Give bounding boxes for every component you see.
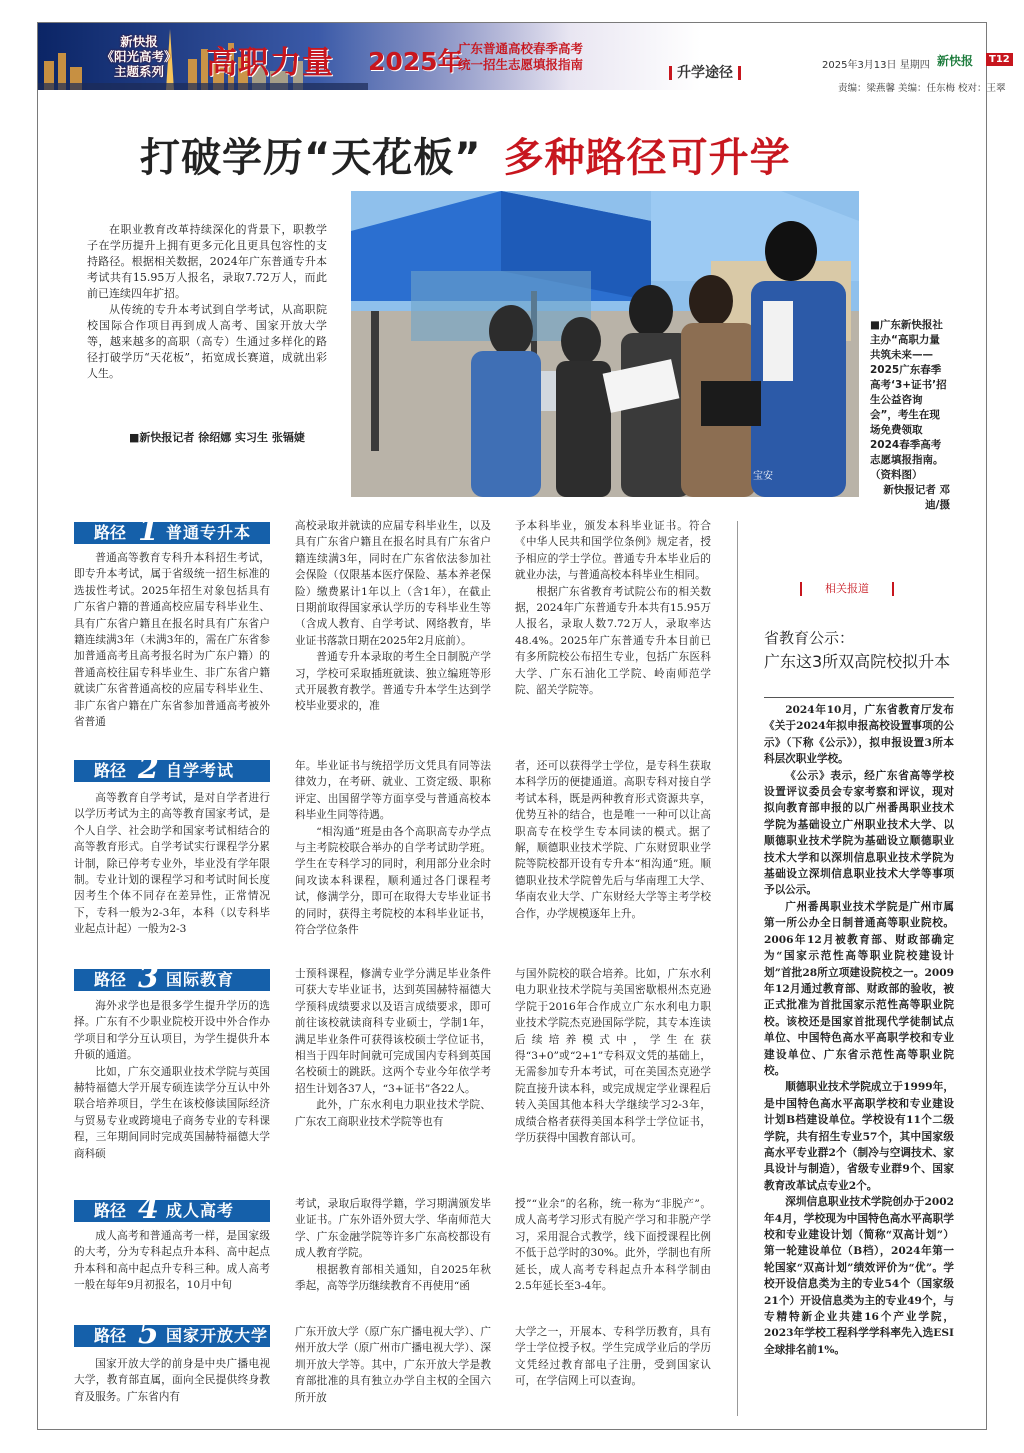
paragraph: 予本科毕业，颁发本科毕业证书。符合《中华人民共和国学位条例》规定者，授予相应的学士学位。普通专升本毕业后的就业办法，与普通高校本科毕业生相同。 <box>515 520 711 582</box>
related-divider <box>764 697 954 698</box>
paragraph: 与国外院校的联合培养。比如，广东水利电力职业技术学院与美国密歇根州杰克逊学院于2016年合作成立广东水利电力职业技术学院杰克逊国际学院，其专本连读后续培养模式中，学生在获得“3+0”或“2+1”专科双文凭的基础上，无需参加专升本考试，可在美国杰克逊学院直接升读本科，或完成规定学业课程后转入美国其他本科大学继续学习2-3年，成绩合格者获得美国本科学士学位证书，学历获得中国教育部认可。 <box>515 968 711 1145</box>
section-label: 路径 <box>94 1201 127 1220</box>
paragraph: 顺德职业技术学院成立于1999年，是中国特色高水平高职学校和专业建设计划B档建设单位。学校设有11个二级学院，共有招生专业57个，其中国家级高水平专业群2个（制冷与空调技术、家具设计与制造），省级专业群9个、国家教育改革试点专业2个。 <box>764 1081 954 1192</box>
series-label <box>84 34 194 79</box>
paragraph: 年。毕业证书与统招学历文凭具有同等法律效力，在考研、就业、工资定级、职称评定、出国留学等方面享受与普通高校本科毕业生同等待遇。 <box>295 760 491 822</box>
section-name: 普通专升本 <box>166 523 252 542</box>
section-1-column-3 <box>515 518 711 755</box>
headline-part-2: 多种路径可升学 <box>503 135 791 181</box>
subtitle-line-2: 统一招生志愿填报指南 <box>458 57 584 72</box>
series-line-3: 主题系列 <box>113 64 164 79</box>
byline: ■新快报记者 徐绍娜 实习生 张镉婕 <box>129 431 305 444</box>
column-tag <box>664 62 746 82</box>
section-2-column-2 <box>295 758 491 950</box>
section-label: 路径 <box>94 1326 127 1345</box>
section-label: 路径 <box>94 970 127 989</box>
section-header-path-4 <box>74 1191 270 1226</box>
section-name: 自学考试 <box>166 761 235 780</box>
section-5-column-2 <box>295 1324 491 1424</box>
paragraph: 国家开放大学的前身是中央广播电视大学，教育部直属，面向全民提供终身教育及服务。广东省内有 <box>74 1358 270 1403</box>
section-number: 4 <box>138 1191 159 1226</box>
headline-part-1: 打破学历“天花板” <box>140 135 482 181</box>
section-name: 成人高考 <box>166 1201 235 1220</box>
paragraph: 根据广东省教育考试院公布的相关数据，2024年广东普通专升本共有15.95万人报名，录取人数7.72万人，录取率达48.4%。2025年广东普通专升本目前已有多所院校公布招生专业，包括广东医科大学、广东石油化工学院、岭南师范学院、韶关学院等。 <box>515 585 711 697</box>
paragraph: 高校录取并就读的应届专科毕业生，以及具有广东省户籍且在报名时具有广东省户籍连续满3年，同时在广东省依法参加社会保险（仅限基本医疗保险、基本养老保险）缴费累计1年以上（含1年），在截止日期前取得国家承认学历的专科毕业生等（含成人教育、自学考试、网络教育，毕业证书落款日期在2025年2月底前）。 <box>295 520 491 647</box>
paragraph: 广州番禺职业技术学院是广州市属第一所公办全日制普通高等职业院校。2006年12月被教育部、财政部确定为“国家示范性高等职业院校建设计划”首批28所立项建设院校之一。2009年12月通过教育部、财政部的验收，被正式批准为首批国家示范性高等职业院校。该校还是国家首批现代学徒制试点单位、中国特色高水平高职学校和专业建设单位、广东省示范性高等职业院校。 <box>764 900 954 1077</box>
related-title-line-1: 省教育公示： <box>764 629 855 647</box>
section-4-column-2 <box>295 1196 491 1320</box>
related-title-line-2: 广东这3所双高院校拟升本 <box>764 652 951 671</box>
paragraph: 深圳信息职业技术学院创办于2002年4月，学校现为中国特色高水平高职学校和专业建设计划（简称“双高计划”）第一轮建设单位（B档），2024年第一轮国家“双高计划”绩效评价为“优”。学校开设信息类为主的专业54个（国家级21个）开设信息类为主的专业49个，与专精特新企业共建16个产业学院，2023年学校工程科学学科率先入选ESI全球排名前1%。 <box>764 1196 954 1356</box>
paragraph: 大学之一，开展本、专科学历教育，具有学士学位授予权。学生完成学业后的学历文凭经过教育部电子注册，受到国家认可，在学信网上可以查询。 <box>515 1326 711 1388</box>
section-2-column-3 <box>515 758 711 950</box>
section-header-path-3 <box>74 960 270 995</box>
series-line-2: 《阳光高考》 <box>101 49 177 64</box>
paragraph: 广东开放大学（原广东广播电视大学）、广州开放大学（原广州市广播电视大学）、深圳开放大学等。其中，广东开放大学是教育部批准的具有独立办学自主权的全国六所开放 <box>295 1326 491 1404</box>
related-tag: 相关报道 <box>800 582 894 596</box>
column-name: 升学途径 <box>677 65 733 81</box>
section-name: 国家开放大学 <box>166 1326 269 1345</box>
paragraph: 2024年10月，广东省教育厅发布《关于2024年拟申报高校设置事项的公示》（下称《公示》），拟申报设置3所本科层次职业学校。 <box>764 704 954 766</box>
section-label: 路径 <box>94 523 127 542</box>
section-3-column-2 <box>295 966 491 1186</box>
paragraph: “相沟通”班是由各个高职高专办学点与主考院校联合举办的自学考试助学班。学生在专科学习的同时，利用部分业余时间攻读本科课程，顺利通过各门课程考试，修满学分，即可在取得大专毕业证书的同时，获得主考院校的本科毕业证书，符合学位条件 <box>295 825 491 937</box>
brand-logo: 新快报 <box>937 54 974 68</box>
section-header-path-1 <box>74 513 270 548</box>
dateline: 2025年3月13日 星期四 <box>822 60 930 71</box>
paragraph: 高等教育自学考试，是对自学者进行以学历考试为主的高等教育国家考试，是个人自学、社会助学和国家考试相结合的高等教育形式。自学考试实行课程学分累计制，除已停考专业外，毕业没有学年限制。专业计划的课程学习和考试时间长度因考生个体不同存在差异性，正常情况下，专科一般为2-3年，本科（以专科毕业起点计起）一般为2-3 <box>74 792 270 936</box>
photo-caption <box>870 318 950 513</box>
lead-paragraph: 从传统的专升本考试到自学考试，从高职院校国际合作项目再到成人高考、国家开放大学等，越来越多的高职（高专）生通过多样化的路径打破学历“天花板”，拓宽成长赛道，成就出彩人生。 <box>87 303 327 380</box>
paragraph: 海外求学也是很多学生提升学历的选择。广东有不少职业院校开设中外合作办学项目和学分互认项目，为学生提供升本升硕的通道。 <box>74 1000 270 1062</box>
section-1-column-2 <box>295 518 491 755</box>
section-header-path-5 <box>74 1316 270 1351</box>
column-bar-right <box>738 66 741 80</box>
paragraph: 此外，广东水利电力职业技术学院、广东农工商职业技术学院等也有 <box>295 1099 491 1128</box>
paragraph: 者，还可以获得学士学位，是专科生获取本科学历的便捷通道。高职专科对接自学考试本科，既是两种教育形式资源共享，优势互补的结合，也是唯一一种可以让高职高专在校学生专本同读的模式。据了解，顺德职业技术学院、广东财贸职业学院等院校都开设有专升本“相沟通”班。顺德职业技术学院曾先后与华南理工大学、华南农业大学、广东财经大学等主考学校合作，办学规模逐年上升。 <box>515 760 711 920</box>
paragraph: 根据教育部相关通知，自2025年秋季起，高等学历继续教育不再使用“函 <box>295 1263 491 1293</box>
paragraph: 授”“业余”的名称，统一称为“非脱产”。成人高考学习形式有脱产学习和非脱产学习，采用混合式教学，线下面授课程比例不低于总学时的30%。此外，学制也有所延长，成人高考专科起点升本科学制由2.5年延长至3-4年。 <box>515 1198 711 1293</box>
consultation-photo <box>351 191 859 497</box>
section-3-column-3 <box>515 966 711 1186</box>
paragraph: 普通高等教育专科升本科招生考试，即专升本考试，属于省级统一招生标准的选拔性考试。2025年招生对象包括具有广东省户籍的普通高校应届专科毕业生、具有广东省户籍且在报名时具有广东省户籍连续满3年（未满3年的，需在广东省参加普通高考且高考报名时为广东户籍）的普通高校往届专科毕业生、非广东省户籍就读广东省普通高校的应届专科毕业生、非广东省户籍在广东省参加普通高考被外省普通 <box>74 552 270 729</box>
section-1-column-1 <box>74 550 270 755</box>
section-4-column-1 <box>74 1228 270 1320</box>
series-line-1: 新快报 <box>120 34 158 49</box>
lead-text <box>87 222 327 382</box>
subtitle-line-1: 广东普通高校春季高考 <box>458 41 584 56</box>
masthead-year: 2025年 <box>368 47 463 76</box>
section-2-column-1 <box>74 790 270 950</box>
masthead-banner <box>38 23 1010 94</box>
headline <box>140 126 791 183</box>
paragraph: 士预科课程，修满专业学分满足毕业条件可获大专毕业证书，达到英国赫特福德大学预科成绩要求以及语言成绩要求，即可前往该校就读商科专业硕士，学制1年，满足毕业条件可获得该校硕士学位证书，相当于四年时间就可完成国内专科到英国名校硕士的跳跃。这两个专业今年依学考招生计划各37人，“3+证书”各22人。 <box>295 968 491 1095</box>
section-number: 2 <box>138 751 159 786</box>
related-article <box>764 702 954 1358</box>
section-5-column-3 <box>515 1324 711 1424</box>
column-bar-left <box>669 66 672 80</box>
section-5-column-1 <box>74 1356 270 1424</box>
section-number: 1 <box>138 513 159 548</box>
paragraph: 成人高考和普通高考一样，是国家级的大考，分为专科起点升本科、高中起点升本科和高中起点升专科三种。成人高考一般在每年9月初报名，10月中旬 <box>74 1230 270 1292</box>
section-header-path-2 <box>74 751 270 786</box>
caption-credit: 新快报记者 邓迪/摄 <box>883 484 950 511</box>
paragraph: 考试，录取后取得学籍，学习期满颁发毕业证书。广东外语外贸大学、华南师范大学、广东金融学院等许多广东高校都设有成人教育学院。 <box>295 1198 491 1260</box>
section-4-column-3 <box>515 1196 711 1320</box>
photo-illustration <box>351 191 859 497</box>
section-3-column-1 <box>74 998 270 1186</box>
editor-credits: 责编：梁燕馨 美编：任东梅 校对：王翠 <box>838 83 1006 94</box>
section-label: 路径 <box>94 761 127 780</box>
paragraph: 比如，广东交通职业技术学院与英国赫特福德大学开展专硕连读学分互认中外联合培养项目，学生在该校修读国际经济与贸易专业或跨境电子商务专业的专科课程，三年期间同时完成英国赫特福德大学商科硕 <box>74 1065 270 1160</box>
paragraph: 《公示》表示，经广东省高等学校设置评议委员会专家考察和评议，现对拟向教育部申报的以广州番禺职业技术学院为基础设立广州职业技术大学、以顺德职业技术学院为基础设立顺德职业技术大学和以深圳信息职业技术学院为基础设立深圳信息职业技术大学等事项予以公示。 <box>764 769 954 897</box>
section-name: 国际教育 <box>166 970 235 989</box>
column-divider <box>737 521 738 1416</box>
paragraph: 普通专升本录取的考生全日制脱产学习，学校可采取插班就读、独立编班等形式开展教育教学。普通专升本学生达到学校毕业要求的，准 <box>295 651 491 713</box>
masthead-title: 高职力量 <box>206 45 334 81</box>
photo-sign: 宝安 <box>753 471 773 482</box>
lead-paragraph: 在职业教育改革持续深化的背景下，职教学子在学历提升上拥有更多元化且更具包容性的支持路径。根据相关数据，2024年广东普通专升本考试共有15.95万人报名，录取7.72万人，而此前已连续四年扩招。 <box>87 223 327 300</box>
section-number: 3 <box>138 960 159 995</box>
masthead-subtitle <box>458 41 626 73</box>
caption-text: ■广东新快报社主办“高职力量 共筑未来——2025广东春季高考‘3+证书’招生公益咨询会”，考生在现场免费领取2024春季高考志愿填报指南。（资料图） <box>870 319 947 481</box>
page-number: T12 <box>986 53 1013 66</box>
section-number: 5 <box>138 1316 159 1351</box>
